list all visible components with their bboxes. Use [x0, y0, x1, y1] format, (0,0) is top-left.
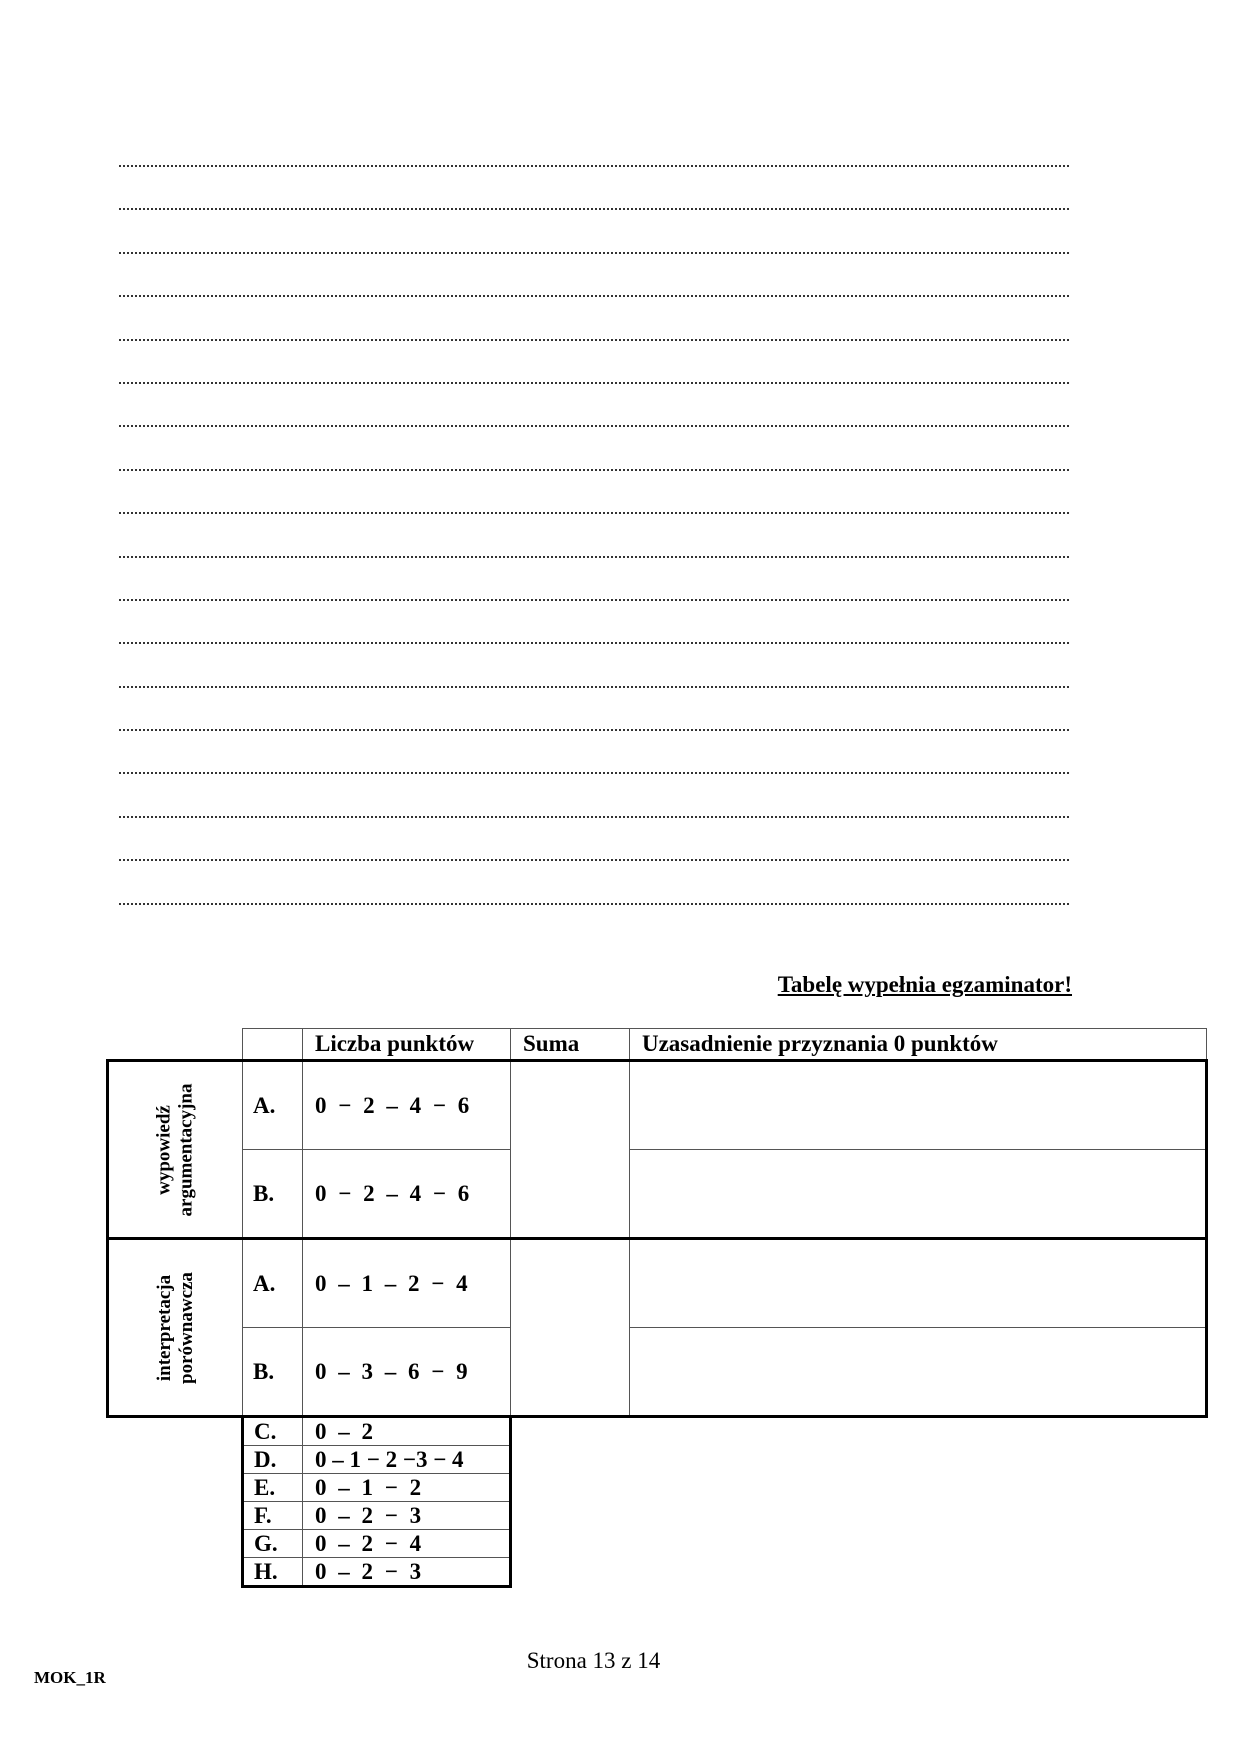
points-scale: 0 – 2 − 4: [302, 1530, 510, 1558]
spacer-cell: [629, 1502, 1206, 1530]
answer-line[interactable]: [119, 227, 1069, 270]
points-scale: 0 – 2 − 3: [302, 1502, 510, 1530]
category-label: [153, 1083, 197, 1216]
spacer-cell: [629, 1558, 1206, 1587]
row-label: G.: [242, 1530, 302, 1558]
table-row: [108, 1474, 1207, 1502]
spacer-cell: [510, 1417, 629, 1446]
category-line2: porównawcza: [175, 1271, 197, 1384]
table-row: [108, 1239, 1207, 1328]
answer-line[interactable]: [119, 140, 1069, 183]
justification-cell[interactable]: [629, 1328, 1206, 1417]
spacer-cell: [108, 1417, 243, 1446]
sum-cell[interactable]: [510, 1239, 629, 1417]
answer-line[interactable]: [119, 357, 1069, 400]
answer-line[interactable]: [119, 183, 1069, 226]
row-label: F.: [242, 1502, 302, 1530]
justification-cell[interactable]: [629, 1061, 1206, 1150]
answer-line[interactable]: [119, 400, 1069, 443]
points-scale: 0 – 1 – 2 − 4: [302, 1239, 510, 1328]
spacer-cell: [108, 1530, 243, 1558]
table-row: [108, 1502, 1207, 1530]
answer-line[interactable]: [119, 661, 1069, 704]
category-line1: interpretacja: [153, 1274, 175, 1381]
table-row: [108, 1061, 1207, 1150]
points-scale: 0 – 1 − 2: [302, 1474, 510, 1502]
examiner-note: Tabelę wypełnia egzaminator!: [777, 972, 1072, 997]
points-scale: 0 − 2 – 4 − 6: [302, 1061, 510, 1150]
spacer-cell: [510, 1558, 629, 1587]
answer-line[interactable]: [119, 704, 1069, 747]
row-label: B.: [242, 1150, 302, 1239]
row-label: D.: [242, 1446, 302, 1474]
sum-cell[interactable]: [510, 1061, 629, 1239]
answer-lines[interactable]: [119, 140, 1069, 921]
category-line1: wypowiedź: [153, 1104, 175, 1195]
spacer-cell: [629, 1417, 1206, 1446]
header-justification: Uzasadnienie przyznania 0 punktów: [629, 1029, 1206, 1061]
points-scale: 0 – 2 − 3: [302, 1558, 510, 1587]
spacer-cell: [629, 1474, 1206, 1502]
spacer-cell: [629, 1446, 1206, 1474]
table-row: [108, 1530, 1207, 1558]
table-row: [108, 1417, 1207, 1446]
category-line2: argumentacyjna: [175, 1083, 197, 1216]
spacer-cell: [108, 1446, 243, 1474]
answer-line[interactable]: [119, 617, 1069, 660]
score-table-header: [108, 1029, 1207, 1061]
spacer-cell: [510, 1474, 629, 1502]
table-row: [108, 1446, 1207, 1474]
answer-line[interactable]: [119, 487, 1069, 530]
category-cell-comparative: [108, 1239, 243, 1417]
answer-line[interactable]: [119, 791, 1069, 834]
answer-line[interactable]: [119, 314, 1069, 357]
justification-cell[interactable]: [629, 1150, 1206, 1239]
page-number: Strona 13 z 14: [526, 1648, 661, 1673]
spacer-cell: [108, 1558, 243, 1587]
exam-code: MOK_1R: [34, 1668, 106, 1687]
table-row: [108, 1328, 1207, 1417]
spacer-cell: [510, 1446, 629, 1474]
table-row: [108, 1558, 1207, 1587]
spacer-cell: [108, 1502, 243, 1530]
answer-line[interactable]: [119, 270, 1069, 313]
category-cell-argumentative: [108, 1061, 243, 1239]
row-label: A.: [242, 1239, 302, 1328]
row-label: E.: [242, 1474, 302, 1502]
table-row: [108, 1150, 1207, 1239]
row-label: C.: [242, 1417, 302, 1446]
spacer-cell: [510, 1502, 629, 1530]
answer-line[interactable]: [119, 834, 1069, 877]
spacer-cell: [510, 1530, 629, 1558]
justification-cell[interactable]: [629, 1239, 1206, 1328]
spacer-cell: [629, 1530, 1206, 1558]
header-empty-cell: [108, 1029, 243, 1061]
answer-line[interactable]: [119, 444, 1069, 487]
row-label: A.: [242, 1061, 302, 1150]
answer-line[interactable]: [119, 747, 1069, 790]
score-table: [106, 1028, 1208, 1588]
points-scale: 0 − 2 – 4 − 6: [302, 1150, 510, 1239]
points-scale: 0 – 3 – 6 − 9: [302, 1328, 510, 1417]
spacer-cell: [108, 1474, 243, 1502]
answer-line[interactable]: [119, 574, 1069, 617]
points-scale: 0 – 2: [302, 1417, 510, 1446]
header-sum: Suma: [510, 1029, 629, 1061]
row-label: H.: [242, 1558, 302, 1587]
answer-line[interactable]: [119, 878, 1069, 921]
header-points: Liczba punktów: [302, 1029, 510, 1061]
answer-line[interactable]: [119, 531, 1069, 574]
header-corner-cell: [242, 1029, 302, 1061]
category-label: [153, 1272, 197, 1384]
points-scale: 0 – 1 − 2 −3 − 4: [302, 1446, 510, 1474]
row-label: B.: [242, 1328, 302, 1417]
